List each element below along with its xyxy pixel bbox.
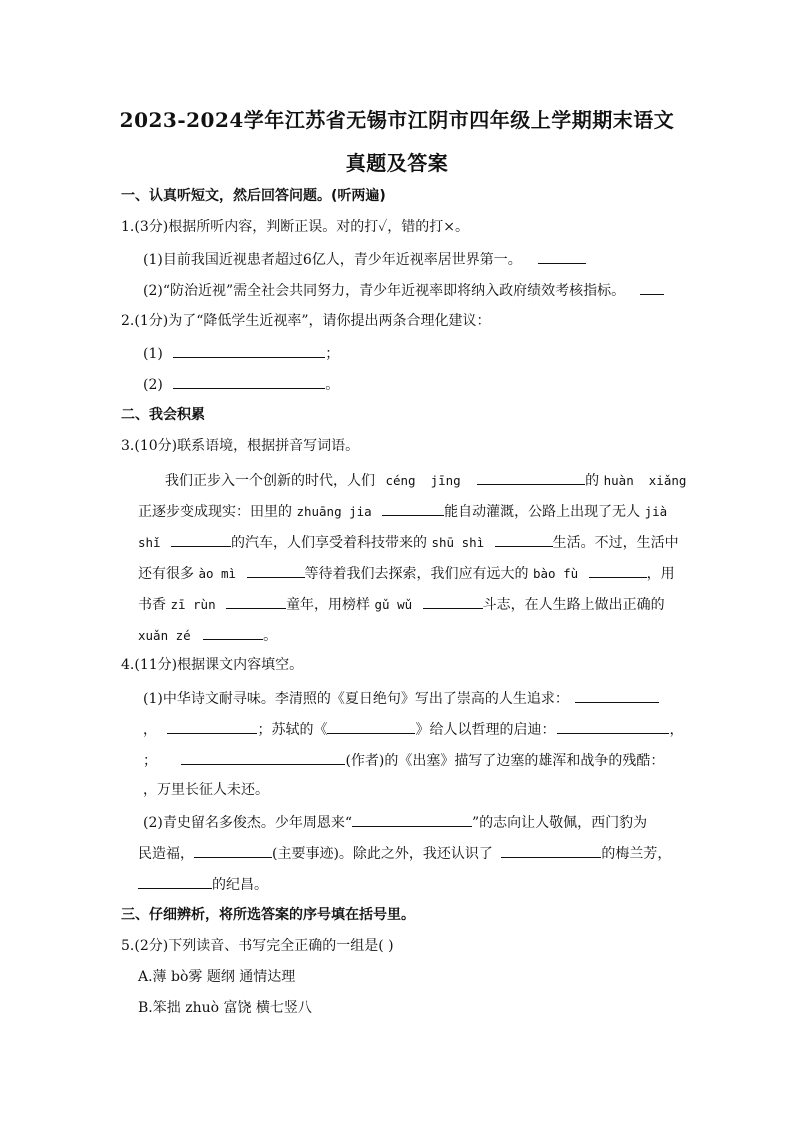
q3-l3-blank-2[interactable]	[495, 531, 553, 547]
q3-l1-pinyin-1: céng jīng	[385, 473, 461, 488]
q3-l5-text-c: 斗志，在人生路上做出正确的	[482, 597, 665, 613]
q4-p1-line-1	[143, 687, 659, 709]
q4-p1-line-2	[143, 718, 683, 740]
q1-stem: 1.(3分)根据所听内容，判断正误。对的打✓，错的打×。	[121, 219, 469, 235]
q4-p1c-blank[interactable]	[181, 749, 345, 765]
q4-p2a-b: ”的志向让人敬佩，西门豹为	[472, 815, 648, 831]
q3-l1-pinyin-2: huàn xiǎng	[603, 473, 687, 488]
q3-line-5	[138, 593, 665, 615]
q3-l4-blank-2[interactable]	[589, 562, 647, 578]
q3-l1-de: 的	[585, 473, 600, 489]
q3-l1-text-a: 我们正步入一个创新的时代，人们	[165, 473, 375, 489]
q3-l6-text-a: 。	[263, 628, 278, 644]
q4-p1b-a: ，	[143, 722, 157, 738]
q3-l2-text-a: 正逐步变成现实：田里的	[138, 504, 292, 520]
q4-p2b-b: (主要事迹)。除此之外，我还认识了	[272, 846, 493, 862]
section1-heading: 一、认真听短文，然后回答问题。(听两遍)	[121, 188, 386, 204]
q3-l4-blank-1[interactable]	[247, 562, 305, 578]
q2-item-2-blank[interactable]	[173, 373, 325, 389]
q3-l5-text-a: 书香	[138, 597, 166, 613]
q4-p1b-blank-1[interactable]	[167, 718, 257, 734]
q1-item-2-text: (2)“防治近视”需全社会共同努力，青少年近视率即将纳入政府绩效考核指标。	[143, 283, 626, 299]
q3-l3-blank-1[interactable]	[171, 531, 231, 547]
q4-p2b-a: 民造福，	[138, 846, 194, 862]
page-title-line2: 真题及答案	[345, 151, 449, 175]
q2-item-1-end: ；	[325, 346, 340, 362]
q4-p1b-d: ，	[669, 722, 684, 738]
q3-l6-pinyin-1: xuǎn zé	[138, 628, 191, 643]
q4-p2-line-2	[138, 842, 671, 864]
q3-line-6	[138, 624, 277, 646]
q4-p2-line-1	[143, 811, 647, 833]
q3-l2-pinyin-1: zhuāng jia	[296, 504, 372, 519]
q4-p1b-blank-3[interactable]	[557, 718, 669, 734]
q5-stem: 5.(2分)下列读音、书写完全正确的一组是( )	[121, 938, 394, 954]
q2-item-2	[143, 373, 339, 395]
q3-l4-text-b: 等待着我们去探索，我们应有远大的	[304, 566, 529, 582]
q3-l3-text-a: 的汽车，人们享受着科技带来的	[231, 535, 428, 551]
q3-l3-text-b: 生活。不过，生活中	[552, 535, 679, 551]
q3-line-2	[138, 500, 667, 522]
q3-l3-pinyin-2: shū shì	[431, 535, 485, 550]
q3-l2-blank-1[interactable]	[382, 500, 444, 516]
q3-l2-text-b: 能自动灌溉，公路上出现了无人	[444, 504, 641, 520]
q3-line-3	[138, 531, 679, 553]
page-title-line1: 2023-2024学年江苏省无锡市江阴市四年级上学期期末语文	[119, 108, 675, 132]
q4-p1-line-4: ，万里长征人未还。	[143, 782, 269, 798]
q1-item-2-blank[interactable]	[640, 279, 664, 295]
q4-p2a-a: (2)青史留名多俊杰。少年周恩来“	[143, 815, 352, 831]
q4-p1b-b: ；苏轼的《	[257, 722, 328, 738]
q2-item-1-blank[interactable]	[173, 342, 325, 358]
q4-p1-line-3	[143, 749, 664, 771]
section2-heading: 二、我会积累	[121, 407, 205, 423]
q5-option-b[interactable]: B.笨拙 zhuò 富饶 横七竖八	[138, 1000, 312, 1016]
q3-l1-blank-1[interactable]	[477, 469, 585, 485]
section3-heading: 三、仔细辨析，将所选答案的序号填在括号里。	[121, 907, 415, 923]
q4-p2b-blank-1[interactable]	[194, 842, 272, 858]
q4-stem: 4.(11分)根据课文内容填空。	[121, 657, 304, 673]
q3-l4-text-a: 还有很多	[138, 566, 194, 582]
q1-item-1-text: (1)目前我国近视患者超过6亿人，青少年近视率居世界第一。	[143, 252, 522, 268]
q3-l5-text-b: 童年，用榜样	[286, 597, 371, 613]
q3-l3-pinyin-1: shǐ	[138, 535, 161, 550]
q2-item-1-label: (1)	[143, 346, 163, 362]
q2-item-2-label: (2)	[143, 377, 163, 393]
q3-stem: 3.(10分)联系语境，根据拼音写词语。	[121, 438, 360, 454]
q2-item-2-end: 。	[325, 377, 340, 393]
q4-p1b-blank-2[interactable]	[327, 718, 415, 734]
q4-p1b-c: 》给人以哲理的启迪：	[415, 722, 556, 738]
q4-p2a-blank[interactable]	[352, 811, 472, 827]
q4-p1c-b: (作者)的《出塞》描写了边塞的雄浑和战争的残酷：	[345, 753, 665, 769]
q4-p1c-a: ；	[143, 753, 157, 769]
q4-p2b-blank-2[interactable]	[501, 842, 601, 858]
q3-l5-pinyin-2: gǔ wǔ	[374, 597, 413, 612]
q4-p2c-blank[interactable]	[138, 873, 212, 889]
q4-p1a-blank[interactable]	[575, 687, 659, 703]
q2-item-1	[143, 342, 339, 364]
q3-l6-blank-1[interactable]	[203, 624, 263, 640]
q3-line-4	[138, 562, 675, 584]
q3-line-1	[165, 469, 686, 491]
q3-l4-pinyin-1: ào mì	[198, 566, 237, 581]
q3-l2-pinyin-2: jià	[644, 504, 668, 519]
q1-item-1-blank[interactable]	[538, 248, 586, 264]
q4-p2c: 的纪昌。	[212, 877, 268, 893]
q5-option-a[interactable]: A.薄 bò雾 题纲 通情达理	[138, 969, 296, 985]
q3-l5-blank-2[interactable]	[423, 593, 483, 609]
q2-stem: 2.(1分)为了“降低学生近视率”，请你提出两条合理化建议：	[121, 313, 491, 329]
q3-l5-blank-1[interactable]	[226, 593, 286, 609]
q3-l5-pinyin-1: zī rùn	[170, 597, 216, 612]
q4-p2b-c: 的梅兰芳，	[601, 846, 672, 862]
q3-l4-pinyin-2: bào fù	[533, 566, 579, 581]
q1-item-2	[143, 279, 664, 301]
q1-item-1	[143, 248, 586, 270]
q3-l4-text-c: ，用	[646, 566, 675, 582]
q4-p1a: (1)中华诗文耐寻味。李清照的《夏日绝句》写出了崇高的人生追求：	[143, 691, 569, 707]
q4-p2-line-3	[138, 873, 268, 895]
